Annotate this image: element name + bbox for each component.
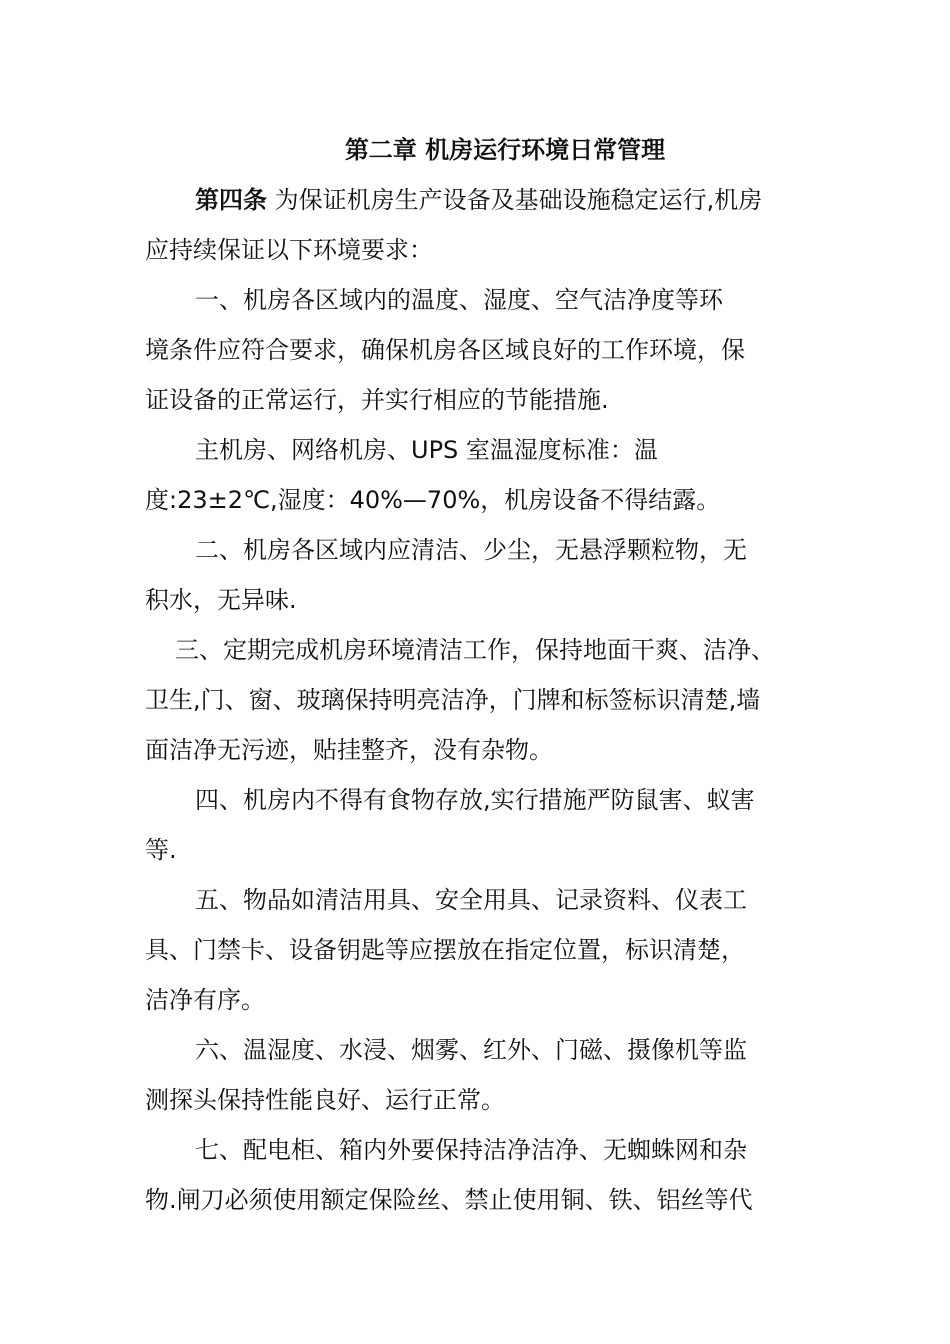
- paragraph-line: 洁净有序。: [145, 986, 265, 1014]
- paragraph-line: 积水，无异味.: [145, 586, 297, 614]
- paragraph-line: 面洁净无污迹，贴挂整齐，没有杂物。: [145, 736, 553, 764]
- paragraph-text: 为保证机房生产设备及基础设施稳定运行,机房: [267, 186, 763, 214]
- paragraph-line: 主机房、网络机房、UPS 室温湿度标准：温: [195, 436, 658, 464]
- paragraph-line: 证设备的正常运行，并实行相应的节能措施.: [145, 386, 609, 414]
- paragraph-line: 卫生,门、窗、玻璃保持明亮洁净，门牌和标签标识清楚,墙: [145, 686, 761, 714]
- paragraph-line: 度:23±2℃,湿度：40%—70%，机房设备不得结露。: [145, 486, 721, 514]
- paragraph-line: 一、机房各区域内的温度、湿度、空气洁净度等环: [195, 286, 723, 314]
- paragraph-line: 六、温湿度、水浸、烟雾、红外、门磁、摄像机等监: [195, 1036, 747, 1064]
- paragraph-line: 五、物品如清洁用具、安全用具、记录资料、仪表工: [195, 886, 747, 914]
- paragraph-line: 测探头保持性能良好、运行正常。: [145, 1086, 505, 1114]
- paragraph-line: [195, 185, 762, 215]
- paragraph-line: 七、配电柜、箱内外要保持洁净洁净、无蜘蛛网和杂: [195, 1136, 747, 1164]
- paragraph-line: 等.: [145, 836, 177, 864]
- chapter-title: 第二章 机房运行环境日常管理: [344, 136, 666, 164]
- paragraph-line: 具、门禁卡、设备钥匙等应摆放在指定位置，标识清楚，: [145, 936, 745, 964]
- paragraph-line: 四、机房内不得有食物存放,实行措施严防鼠害、蚁害: [195, 786, 755, 814]
- paragraph-line: 二、机房各区域内应清洁、少尘，无悬浮颗粒物，无: [195, 536, 747, 564]
- paragraph-line: 三、定期完成机房环境清洁工作，保持地面干爽、洁净、: [175, 636, 775, 664]
- article-label: 第四条: [195, 186, 267, 214]
- paragraph-line: 应持续保证以下环境要求：: [145, 236, 433, 264]
- paragraph-line: 境条件应符合要求，确保机房各区域良好的工作环境，保: [145, 336, 745, 364]
- paragraph-line: 物.闸刀必须使用额定保险丝、禁止使用铜、铁、铝丝等代: [145, 1186, 753, 1214]
